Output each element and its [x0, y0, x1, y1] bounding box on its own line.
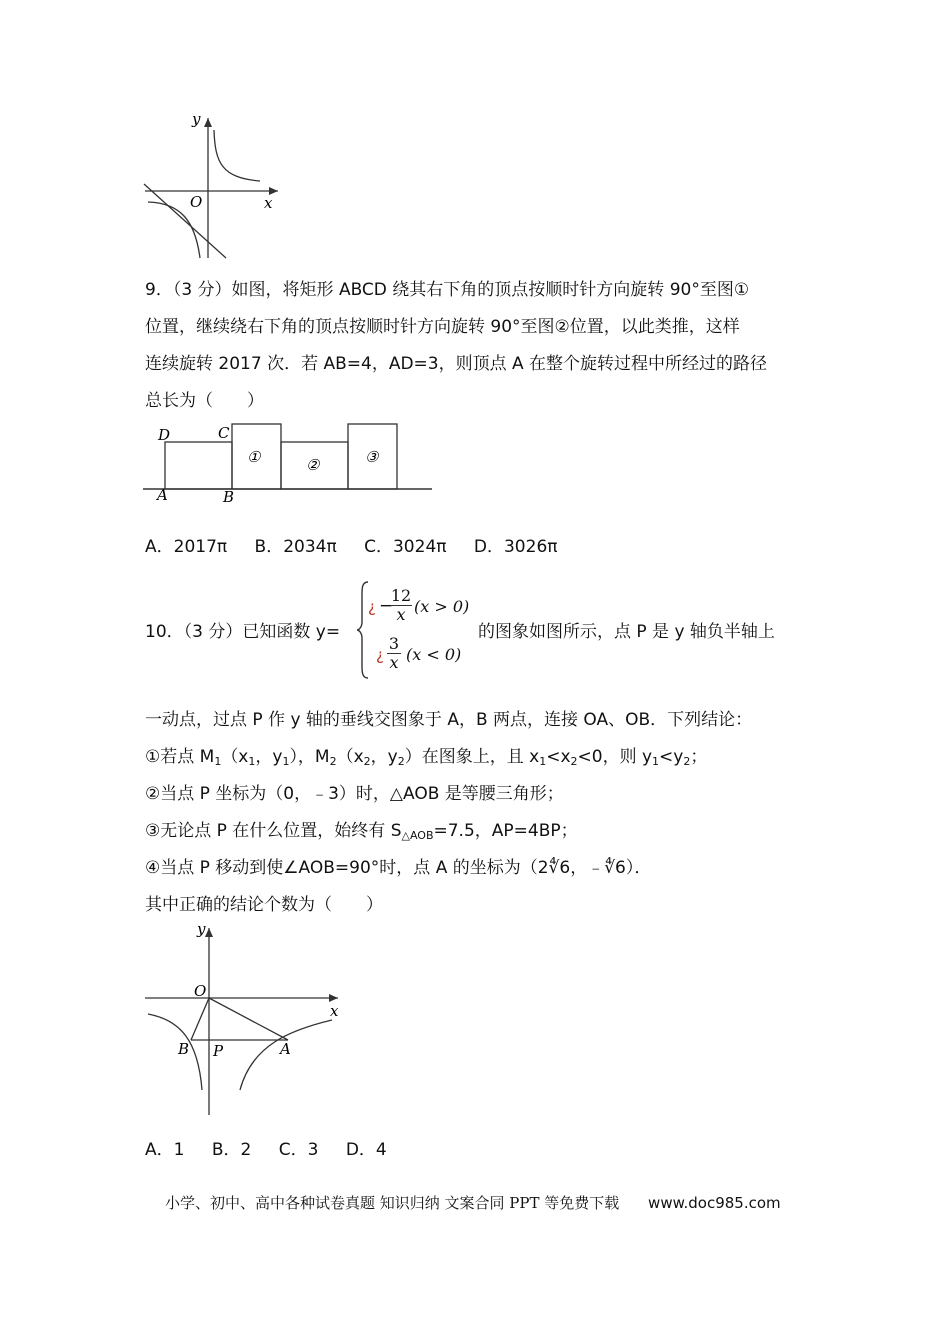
position-3-label: ③	[365, 448, 379, 466]
q10-statement-3: ③无论点 P 在什么位置，始终有 $S_{\triangle AOB}=7.5$，AP=4BP；	[145, 821, 578, 842]
footer-text: 小学、初中、高中各种试卷真题 知识归纳 文案合同 PPT 等免费下载	[165, 1194, 620, 1212]
piece2-denominator: x	[389, 653, 399, 672]
q10-line-2: 一动点，过点 P 作 y 轴的垂线交图象于 A，B 两点，连接 OA、OB．下列结论：	[145, 710, 753, 730]
y-axis-label: y	[192, 110, 201, 128]
origin-label: O	[190, 193, 203, 211]
point-b-label: B	[178, 1040, 190, 1058]
origin-label: O	[194, 982, 207, 1000]
q10-statement-4: ④当点 P 移动到使∠AOB=90°时，点 A 的坐标为（2∜6，﹣∜6）．	[145, 858, 652, 878]
q9-rectangle-figure	[140, 418, 440, 510]
q10-statement-1: ①若点 $M_1(x_1$，$y_1$），$M_2(x_2$，$y_2$）在图象上，且 $x_1<x_2<0$，则 $y_1<y_2$；	[145, 747, 708, 768]
vertex-b-label: B	[223, 488, 235, 506]
q9-line-3: 连续旋转 2017 次．若 AB=4，AD=3，则顶点 A 在整个旋转过程中所经过的路径	[145, 354, 768, 374]
left-brace	[356, 580, 370, 680]
piece1-condition: (x > 0)	[414, 597, 470, 616]
q10-graph	[140, 920, 350, 1118]
q9-option-d[interactable]: D．3026π	[473, 537, 558, 557]
q10-suffix: 的图象如图所示，点 P 是 y 轴负半轴上	[478, 622, 775, 642]
q10-prefix: 10．（3 分）已知函数 y=	[145, 622, 341, 642]
piece1-marker: ¿	[368, 598, 376, 616]
page-footer	[165, 1192, 781, 1213]
piece2-condition: (x < 0)	[406, 645, 462, 664]
piece1-fraction	[390, 587, 412, 624]
piece2-numerator: 3	[388, 634, 400, 653]
q9-option-a[interactable]: A．2017π	[145, 537, 228, 557]
y-axis-label: y	[197, 920, 206, 938]
q10-option-b[interactable]: B．2	[211, 1140, 252, 1160]
x-axis-label: x	[264, 194, 273, 212]
q9-line-2: 位置，继续绕右下角的顶点按顺时针方向旋转 90°至图②位置，以此类推，这样	[145, 317, 740, 337]
footer-url[interactable]: www.doc985.com	[648, 1194, 781, 1212]
q10-option-a[interactable]: A．1	[145, 1140, 185, 1160]
q10-option-c[interactable]: C．3	[278, 1140, 319, 1160]
q9-option-b[interactable]: B．2034π	[254, 537, 337, 557]
vertex-c-label: C	[218, 424, 230, 442]
q10-question: 其中正确的结论个数为（ ）	[145, 895, 383, 915]
position-2-label: ②	[306, 456, 320, 474]
q10-statement-2: ②当点 P 坐标为（0，﹣3）时，△AOB 是等腰三角形；	[145, 784, 564, 804]
point-a-label: A	[280, 1040, 291, 1058]
point-p-label: P	[213, 1042, 224, 1060]
q9-option-c[interactable]: C．3024π	[364, 537, 447, 557]
vertex-d-label: D	[158, 426, 171, 444]
q9-options	[145, 535, 580, 559]
piece2-marker: ¿	[376, 646, 384, 664]
q8-graph	[140, 108, 285, 263]
q9-line-4: 总长为（ ）	[145, 391, 264, 411]
q10-option-d[interactable]: D．4	[345, 1140, 387, 1160]
q9-line-1: 9．（3 分）如图，将矩形 ABCD 绕其右下角的顶点按顺时针方向旋转 90°至图①	[145, 280, 750, 300]
x-axis-label: x	[330, 1002, 339, 1020]
piecewise-function	[356, 580, 478, 680]
position-1-label: ①	[247, 448, 261, 466]
q10-options	[145, 1138, 409, 1162]
vertex-a-label: A	[157, 486, 168, 504]
piece1-numerator: 12	[390, 586, 412, 605]
piece1-denominator: x	[396, 605, 406, 624]
piece1-sign: −	[379, 596, 394, 616]
piece2-fraction	[387, 635, 401, 672]
